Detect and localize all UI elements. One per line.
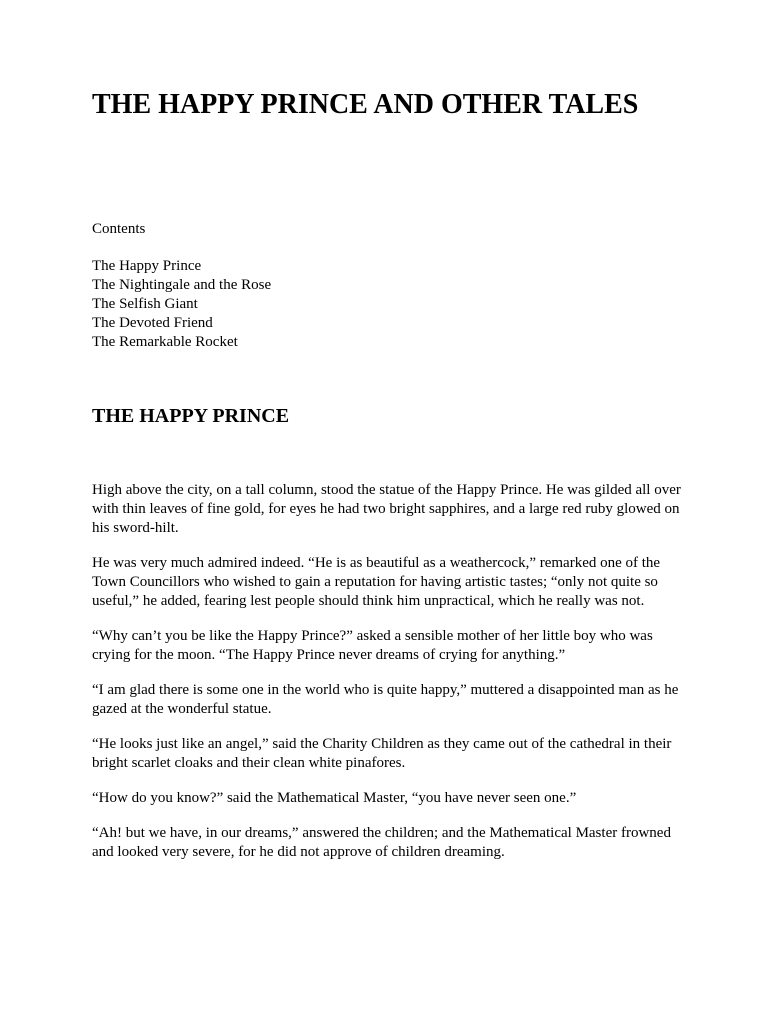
story-body [92,481,692,878]
story-paragraph: “He looks just like an angel,” said the Charity Children as they came out of the cathedral in their bright scarlet cloaks and their clean white pinafores. [92,736,672,771]
toc-item: The Devoted Friend [92,315,213,331]
story-title: THE HAPPY PRINCE [92,405,290,427]
story-paragraph: “Why can’t you be like the Happy Prince?” asked a sensible mother of her little boy who was crying for the moon. “The Happy Prince never dreams of crying for anything.” [92,628,653,663]
story-paragraph: “I am glad there is some one in the world who is quite happy,” muttered a disappointed man as he gazed at the wonderful statue. [92,682,679,717]
toc-item: The Happy Prince [92,258,202,274]
toc-item: The Remarkable Rocket [92,334,238,350]
table-of-contents [92,257,271,352]
toc-item: The Nightingale and the Rose [92,277,272,293]
story-paragraph: High above the city, on a tall column, stood the statue of the Happy Prince. He was gilded all over with thin leaves of fine gold, for eyes he had two bright sapphires, and a large red ruby glowed on his sword-hilt. [92,482,681,536]
document-page [92,88,692,860]
book-title: THE HAPPY PRINCE AND OTHER TALES [92,89,639,120]
story-paragraph: He was very much admired indeed. “He is as beautiful as a weathercock,” remarked one of the Town Councillors who wished to gain a reputation for having artistic tastes; “only not quite so useful,” he added, fearing lest people should think him unpractical, which he really was not. [92,555,661,609]
story-paragraph: “Ah! but we have, in our dreams,” answered the children; and the Mathematical Master frowned and looked very severe, for he did not approve of children dreaming. [92,825,671,860]
contents-heading: Contents [92,221,146,237]
toc-item: The Selfish Giant [92,296,198,312]
story-paragraph: “How do you know?” said the Mathematical Master, “you have never seen one.” [92,790,577,806]
